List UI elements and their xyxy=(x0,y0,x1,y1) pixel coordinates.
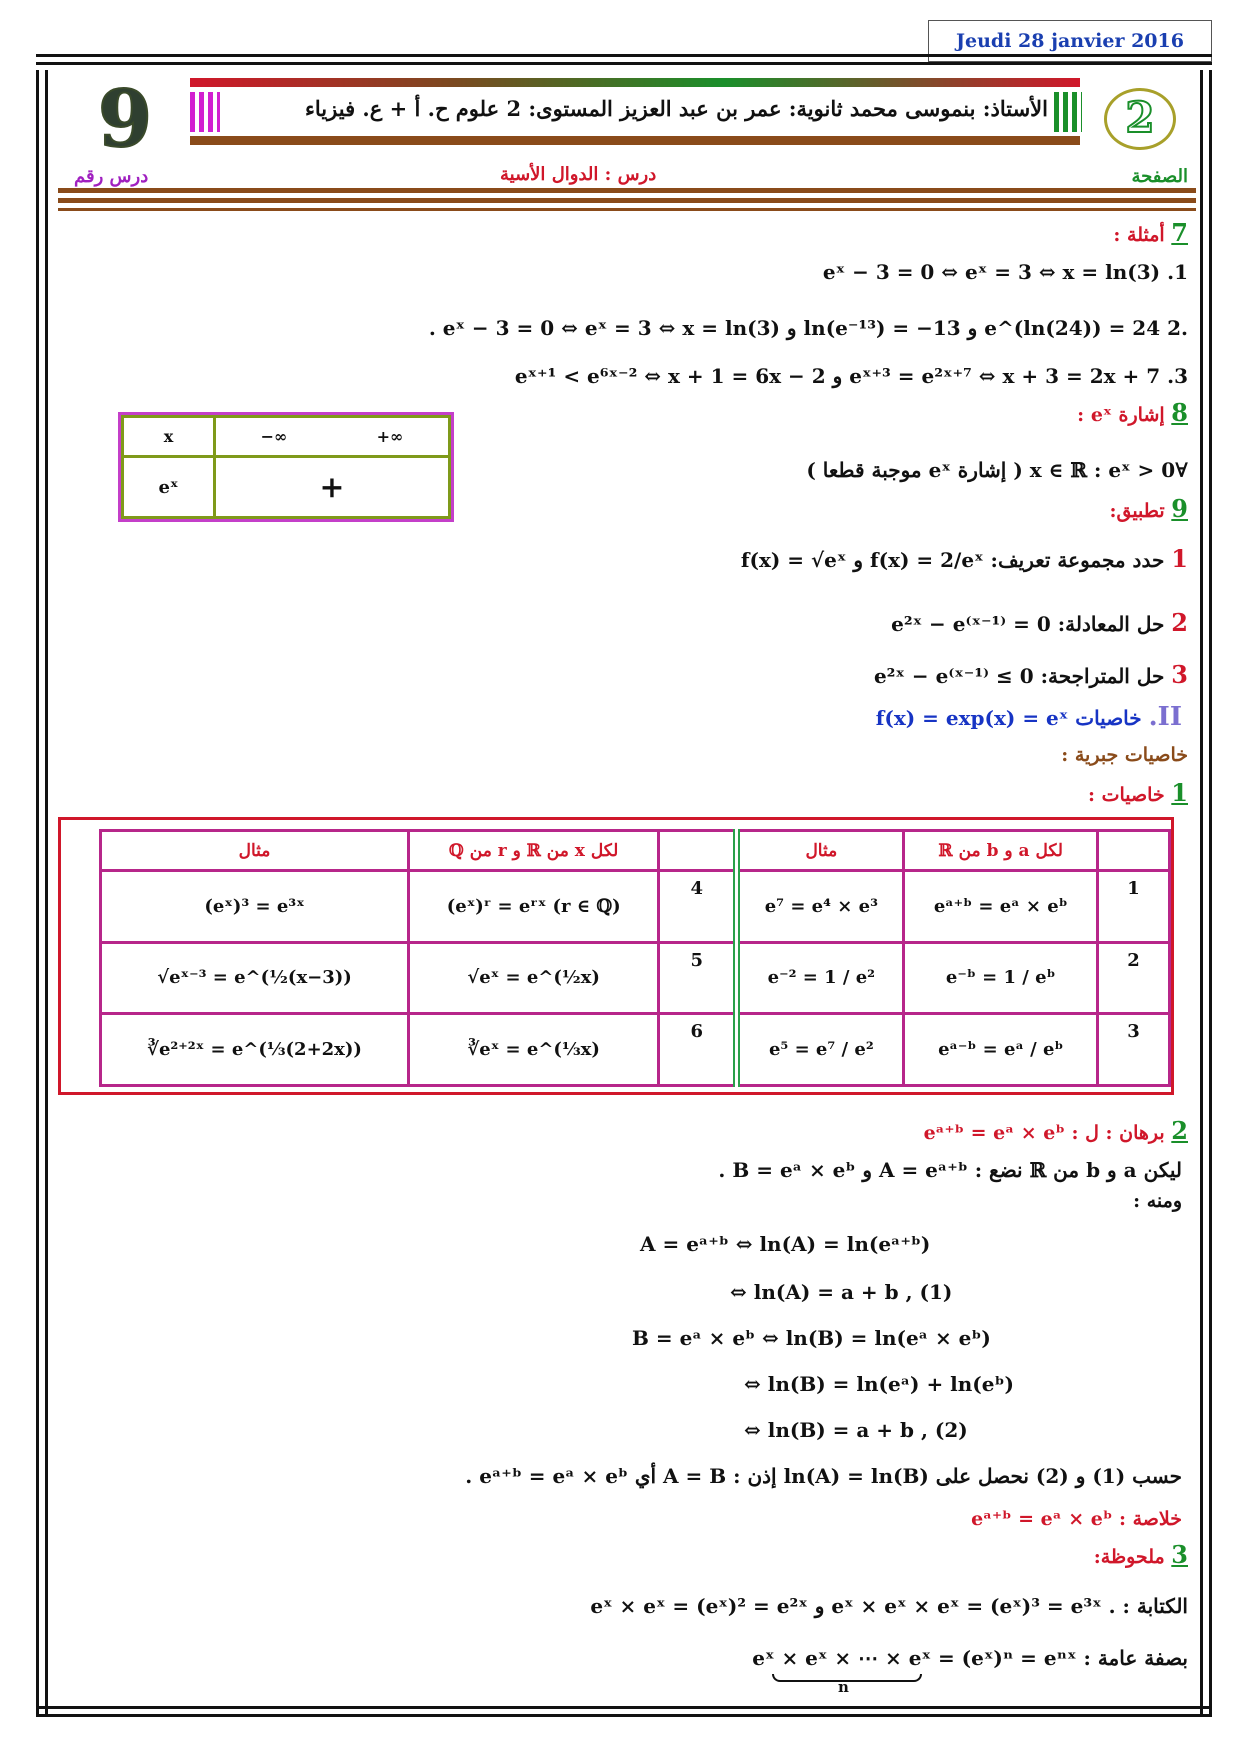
example-3-text: eˣ⁺¹ < e⁶ˣ⁻² ⇔ x + 1 = 6x − 2 و eˣ⁺³ = e²ˣ⁺⁷ ⇔ x + 3 = 2x + 7 xyxy=(514,364,1161,388)
section-9-number: 9 xyxy=(1171,494,1188,523)
proof-step-5: ⇔ ln(B) = a + b , (2) xyxy=(744,1418,968,1442)
sign-table-minus-inf: −∞ xyxy=(260,427,288,446)
proof-conclusion: حسب (1) و (2) نحصل على ln(A) = ln(B) إذن : A = B أي eᵃ⁺ᵇ = eᵃ × eᵇ . xyxy=(465,1464,1182,1488)
underbrace xyxy=(772,1674,922,1682)
question-1-number: 1 xyxy=(1171,544,1188,573)
rule2-cell: √eˣ = e^(½x) xyxy=(409,942,659,1014)
section-8-heading xyxy=(1077,398,1188,427)
question-2-number: 2 xyxy=(1171,608,1188,637)
section-1-heading xyxy=(1088,778,1188,807)
section-3-heading xyxy=(1094,1540,1188,1569)
header-for-xr: لكل x من ℝ و r من ℚ xyxy=(409,831,659,871)
section-7-heading xyxy=(1113,218,1188,247)
proof-hence: ومنه : xyxy=(1133,1190,1182,1212)
example2-cell: √eˣ⁻³ = e^(½(x−3)) xyxy=(101,942,409,1014)
section-3-number: 3 xyxy=(1171,1540,1188,1569)
sign-table-row-label: eˣ xyxy=(123,457,215,518)
section-9-heading xyxy=(1109,494,1188,523)
rule2-cell: ∛eˣ = e^(⅓x) xyxy=(409,1014,659,1086)
header-blank-1 xyxy=(1098,831,1170,871)
teacher-line: الأستاذ: بنموسى محمد ثانوية: عمر بن عبد العزيز المستوى: 2 علوم ح. أ + ع. فيزياء xyxy=(305,96,1048,121)
example-3 xyxy=(515,364,1188,388)
header-bar-top xyxy=(190,78,1080,87)
section-2-title: برهان : ل : eᵃ⁺ᵇ = eᵃ × eᵇ xyxy=(923,1122,1165,1144)
index-cell: 3 xyxy=(1098,1014,1170,1086)
header-rule-3 xyxy=(58,208,1196,211)
example2-cell: (eˣ)³ = e³ˣ xyxy=(101,871,409,943)
example-cell: e⁵ = e⁷ / e² xyxy=(737,1014,904,1086)
sign-table-range xyxy=(215,417,450,457)
header-rule-2 xyxy=(58,198,1196,203)
sign-table xyxy=(118,412,454,522)
writing-line xyxy=(590,1594,1188,1618)
proof-step-2: ⇔ ln(A) = a + b , (1) xyxy=(730,1280,953,1304)
question-3 xyxy=(874,660,1188,689)
general-line xyxy=(752,1646,1188,1670)
example-1-number: .1 xyxy=(1167,260,1188,284)
table-row xyxy=(101,871,1170,943)
question-3-number: 3 xyxy=(1171,660,1188,689)
writing-formula: eˣ × eˣ = (eˣ)² = e²ˣ و eˣ × eˣ × eˣ = (eˣ)³ = e³ˣ . xyxy=(590,1594,1116,1618)
bottom-border xyxy=(36,1706,1212,1709)
lesson-number-badge: 9 xyxy=(97,74,153,165)
example-2-text: . eˣ − 3 = 0 ⇔ eˣ = 3 ⇔ x = ln(3) و ln(e⁻¹³) = −13 و e^(ln(24)) = 24 xyxy=(428,316,1161,340)
section-2-number: 2 xyxy=(1171,1116,1188,1145)
sign-statement: ∀x ∈ ℝ : eˣ > 0 ( إشارة eˣ موجبة قطعا ) xyxy=(806,458,1188,482)
lesson-number-label: درس رقم xyxy=(74,166,149,187)
right-border xyxy=(1200,70,1212,1714)
rule-cell: eᵃ⁺ᵇ = eᵃ × eᵇ xyxy=(904,871,1098,943)
table-row xyxy=(101,942,1170,1014)
part-ii-heading xyxy=(876,702,1182,732)
header-blank-2 xyxy=(659,831,737,871)
lesson-title: درس : الدوال الأسية xyxy=(500,164,657,185)
proof-step-1: A = eᵃ⁺ᵇ ⇔ ln(A) = ln(eᵃ⁺ᵇ) xyxy=(640,1232,931,1256)
summary-label: خلاصة : xyxy=(1118,1508,1182,1530)
example-cell: e⁻² = 1 / e² xyxy=(737,942,904,1014)
example-1-text: eˣ − 3 = 0 ⇔ eˣ = 3 ⇔ x = ln(3) xyxy=(822,260,1161,284)
example-cell: e⁷ = e⁴ × e³ xyxy=(737,871,904,943)
index2-cell: 4 xyxy=(659,871,737,943)
properties-table xyxy=(58,817,1174,1095)
question-2 xyxy=(891,608,1188,637)
proof-step-3: B = eᵃ × eᵇ ⇔ ln(B) = ln(eᵃ × eᵇ) xyxy=(632,1326,991,1350)
writing-label: الكتابة : xyxy=(1122,1594,1188,1618)
proof-let-line: ليكن a و b من ℝ نضع : A = eᵃ⁺ᵇ و B = eᵃ × eᵇ . xyxy=(718,1158,1182,1182)
section-3-title: ملحوظة: xyxy=(1093,1546,1165,1568)
rule-cell: e⁻ᵇ = 1 / eᵇ xyxy=(904,942,1098,1014)
proof-summary xyxy=(971,1508,1182,1530)
header-example-2: مثال xyxy=(101,831,409,871)
section-1-number: 1 xyxy=(1171,778,1188,807)
example2-cell: ∛e²⁺²ˣ = e^(⅓(2+2x)) xyxy=(101,1014,409,1086)
question-1 xyxy=(741,544,1188,573)
general-formula: eˣ × eˣ × ⋯ × eˣ = (eˣ)ⁿ = eⁿˣ xyxy=(752,1646,1077,1670)
general-label: بصفة عامة : xyxy=(1083,1646,1188,1670)
rule-cell: eᵃ⁻ᵇ = eᵃ / eᵇ xyxy=(904,1014,1098,1086)
section-9-title: تطبيق: xyxy=(1109,500,1165,522)
section-7-number: 7 xyxy=(1171,218,1188,247)
header-rule-1 xyxy=(58,188,1196,193)
index2-cell: 6 xyxy=(659,1014,737,1086)
date-box: Jeudi 28 janvier 2016 xyxy=(928,20,1212,62)
part-ii-title: خاصيات f(x) = exp(x) = eˣ xyxy=(875,706,1142,730)
general-n-label: n xyxy=(838,1678,849,1696)
left-border xyxy=(36,70,48,1714)
algebraic-title: خاصيات جبرية : xyxy=(1061,744,1188,766)
question-2-text: حل المعادلة: e²ˣ − e⁽ˣ⁻¹⁾ = 0 xyxy=(891,612,1165,636)
question-3-text: حل المتراجحة: e²ˣ − e⁽ˣ⁻¹⁾ ≤ 0 xyxy=(873,664,1165,688)
sign-table-plus-inf: +∞ xyxy=(376,427,404,446)
bottom-border-inner xyxy=(36,1714,1212,1717)
part-ii-number: II. xyxy=(1148,702,1182,732)
section-1-title: خاصيات : xyxy=(1087,784,1165,806)
top-border-inner xyxy=(36,62,1212,65)
rule2-cell: (eˣ)ʳ = eʳˣ (r ∈ ℚ) xyxy=(409,871,659,943)
example-1 xyxy=(823,260,1188,284)
page-label: الصفحة xyxy=(1131,166,1188,187)
section-7-title: أمثلة : xyxy=(1113,224,1165,246)
example-2-number: .2 xyxy=(1167,316,1188,340)
section-2-heading xyxy=(924,1116,1188,1145)
header-stripes-left xyxy=(190,92,220,132)
section-8-title: إشارة eˣ : xyxy=(1077,404,1165,426)
header-for-ab: لكل a و b من ℝ xyxy=(904,831,1098,871)
index2-cell: 5 xyxy=(659,942,737,1014)
section-8-number: 8 xyxy=(1171,398,1188,427)
example-3-number: .3 xyxy=(1167,364,1188,388)
index-cell: 1 xyxy=(1098,871,1170,943)
header-example-1: مثال xyxy=(737,831,904,871)
sign-table-sign: + xyxy=(215,457,450,518)
page-number-badge: 2 xyxy=(1104,88,1176,150)
header-bar-bottom xyxy=(190,136,1080,145)
top-border xyxy=(36,54,1212,57)
header-stripes-right xyxy=(1054,92,1082,132)
sign-table-x-label: x xyxy=(123,417,215,457)
table-row xyxy=(101,1014,1170,1086)
proof-step-4: ⇔ ln(B) = ln(eᵃ) + ln(eᵇ) xyxy=(744,1372,1014,1396)
question-1-text: حدد مجموعة تعريف: f(x) = 2/eˣ و f(x) = √eˣ xyxy=(740,548,1165,572)
index-cell: 2 xyxy=(1098,942,1170,1014)
summary-formula: eᵃ⁺ᵇ = eᵃ × eᵇ xyxy=(971,1508,1113,1530)
example-2 xyxy=(429,316,1188,340)
